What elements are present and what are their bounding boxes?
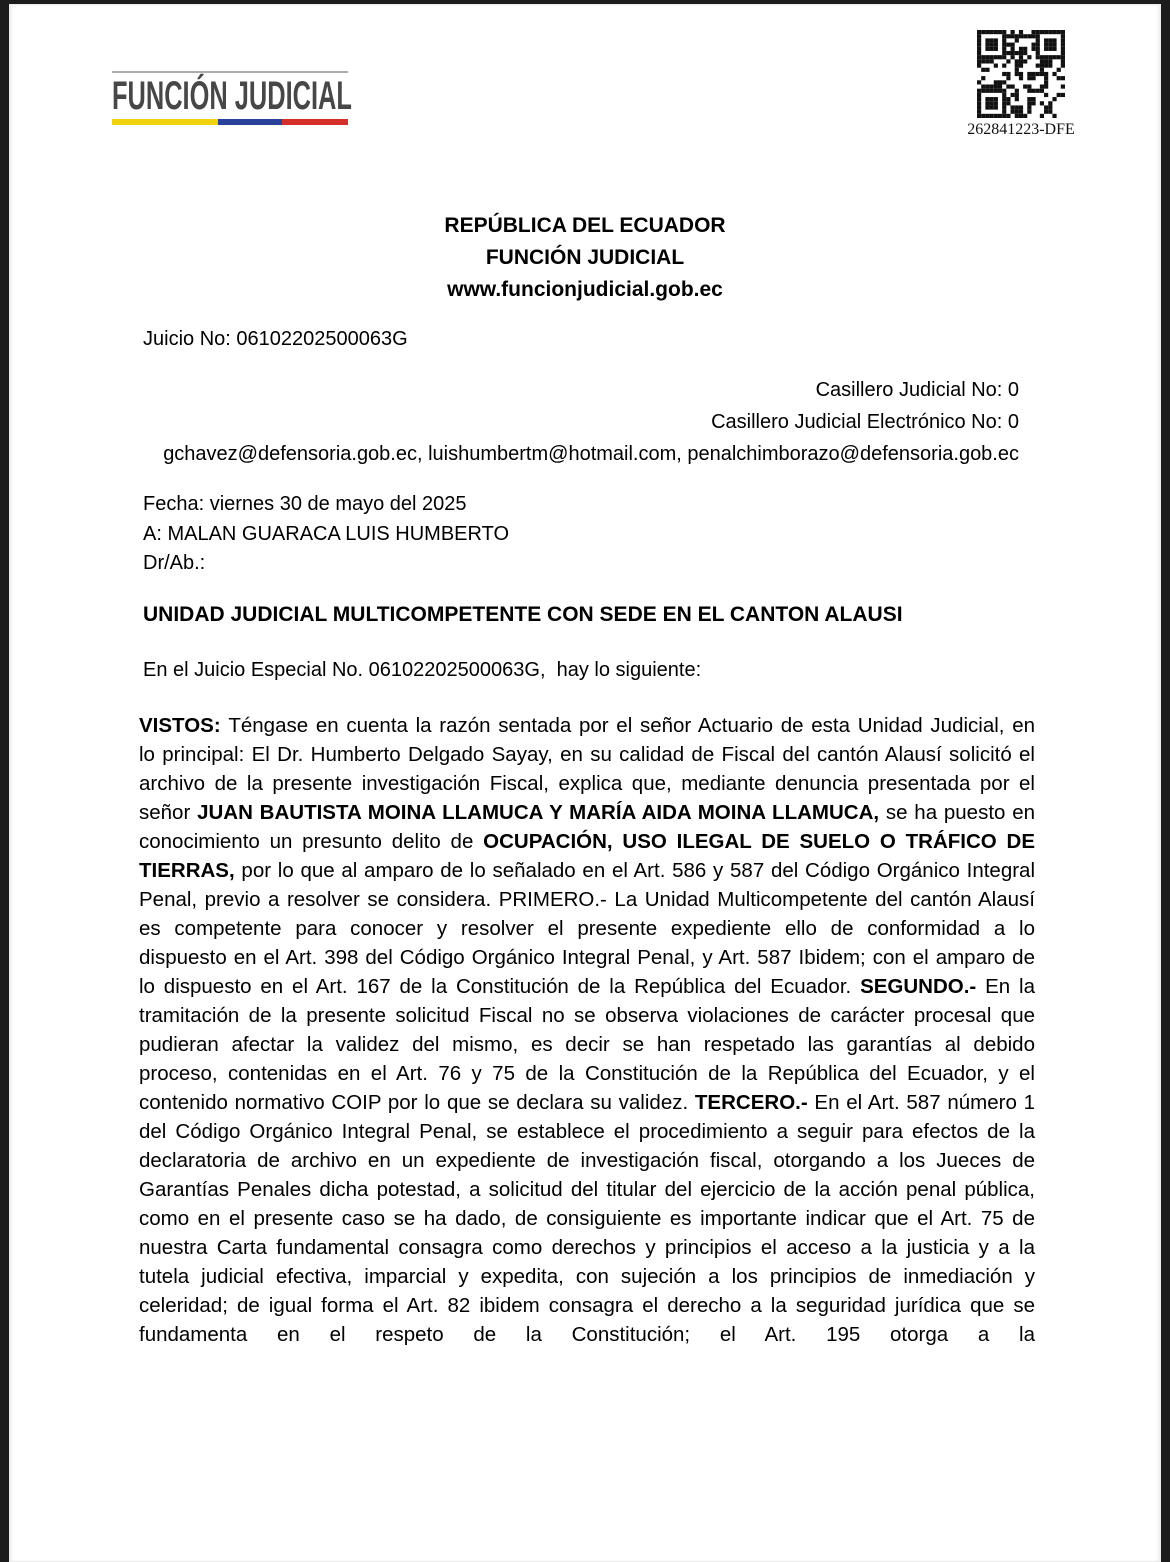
letterhead-republica: REPÚBLICA DEL ECUADOR xyxy=(444,214,726,237)
letterhead xyxy=(9,210,1161,306)
tricolor-yellow xyxy=(112,119,218,125)
qr-code-icon xyxy=(977,30,1065,118)
notification-emails: gchavez@defensoria.gob.ec, luishumbertm@hotmail.com, penalchimborazo@defensoria.gob.ec xyxy=(163,443,1019,465)
addressee-line: A: MALAN GUARACA LUIS HUMBERTO xyxy=(143,522,510,545)
document-page xyxy=(9,4,1161,1562)
resolution-text: VISTOS: Téngase en cuenta la razón sentada por el señor Actuario de esta Unidad Judicial, en lo principal: El Dr. Humberto Delgado Sayay, en su calidad de Fiscal del cantón Alausí solicitó el archivo de la presente investigación Fiscal, explica que, mediante denuncia presentada por el señor JUAN BAUTISTA MOINA LLAMUCA Y MARÍA AIDA MOINA LLAMUCA, se ha puesto en conocimiento un presunto delito de OCUPACIÓN, USO ILEGAL DE SUELO O TRÁFICO DE TIERRAS, por lo que al amparo de lo señalado en el Art. 586 y 587 del Código Orgánico Integral Penal, previo a resolver se considera. PRIMERO.- La Unidad Multicompetente del cantón Alausí es competente para conocer y resolver el presente expediente ello de conformidad a lo dispuesto en el Art. 398 del Código Orgánico Integral Penal, y Art. 587 Ibidem; con el amparo de lo dispuesto en el Art. 167 de la Constitución de la República del Ecuador. SEGUNDO.- En la tramitación de la presente solicitud Fiscal no se observa violaciones de carácter procesal que pudieran afectar la validez del mismo, es decir se han respetado las garantías al debido proceso, contenidas en el Art. 76 y 75 de la Constitución de la República del Ecuador, y el contenido normativo COIP por lo que se declara su validez. TERCERO.- En el Art. 587 número 1 del Código Orgánico Integral Penal, se establece el procedimiento a seguir para efectos de la declaratoria de archivo en un expediente de investigación fiscal, otorgando a los Jueces de Garantías Penales dicha potestad, a solicitud del titular del ejercicio de la acción penal pública, como en el presente caso se ha dado, de consiguiente es importante indicar que el Art. 75 de nuestra Carta fundamental consagra como derechos y principios el acceso a la justicia y a la tutela judicial efectiva, imparcial y expedita, con sujeción a los principios de inmediación y celeridad; de igual forma el Art. 82 ibidem consagra el derecho a la seguridad jurídica que se fundamenta en el respeto de la Constitución; el Art. 195 otorga a la xyxy=(139,714,1036,1346)
ecuador-tricolor-bar xyxy=(112,119,348,125)
tricolor-blue xyxy=(218,119,282,125)
juicio-number: Juicio No: 06102202500063G xyxy=(143,328,408,350)
casillero-block xyxy=(163,374,1019,470)
funcion-judicial-logo xyxy=(112,71,352,125)
court-title: UNIDAD JUDICIAL MULTICOMPETENTE CON SEDE EN EL CANTON ALAUSI xyxy=(143,603,903,626)
logo-wordmark: FUNCIÓN JUDICIAL xyxy=(112,74,352,118)
casillero-electronico: Casillero Judicial Electrónico No: 0 xyxy=(711,411,1019,433)
juicio-especial-intro: En el Juicio Especial No. 06102202500063G, hay lo siguiente: xyxy=(143,659,702,681)
fecha-line: Fecha: viernes 30 de mayo del 2025 xyxy=(143,493,467,515)
dr-ab-line: Dr/Ab.: xyxy=(143,552,206,574)
letterhead-url: www.funcionjudicial.gob.ec xyxy=(447,278,723,301)
date-addressee-block xyxy=(143,490,509,579)
casillero-judicial: Casillero Judicial No: 0 xyxy=(815,379,1019,401)
qr-caption: 262841223-DFE xyxy=(967,121,1075,138)
qr-block xyxy=(965,30,1077,139)
tricolor-red xyxy=(282,119,348,125)
letterhead-funcion-judicial: FUNCIÓN JUDICIAL xyxy=(485,246,685,269)
